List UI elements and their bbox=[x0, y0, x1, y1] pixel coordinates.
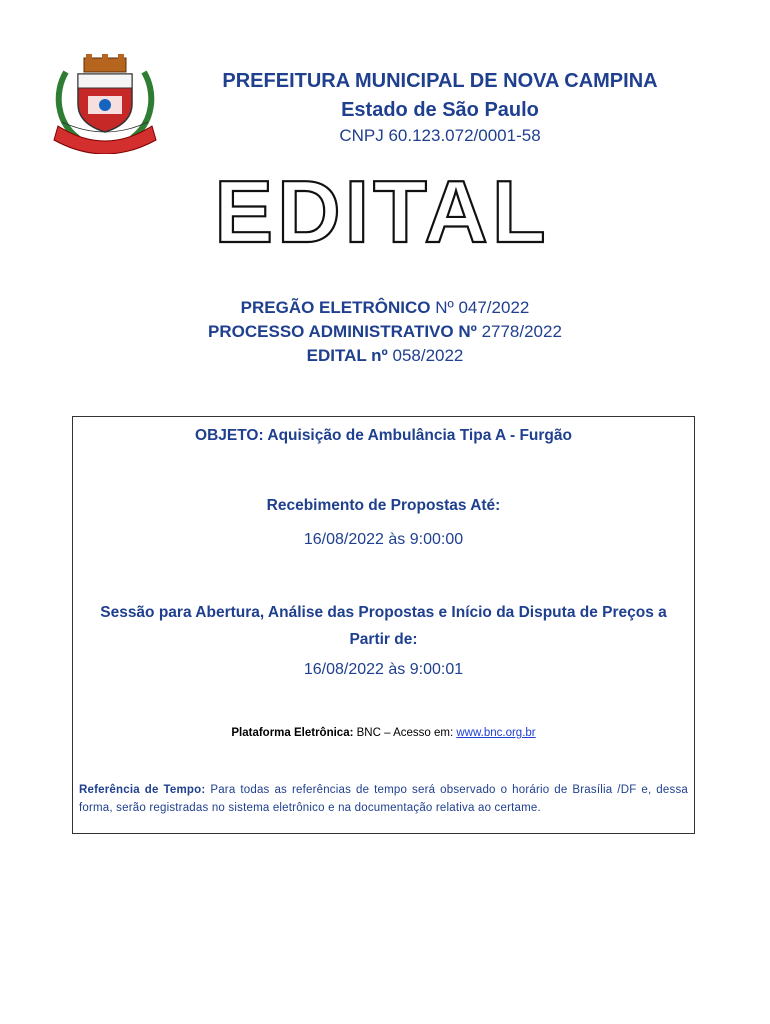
sessao-label: Sessão para Abertura, Análise das Propostas e Início da Disputa de Preços a Partir de: bbox=[100, 604, 667, 648]
edital-number-line bbox=[0, 346, 770, 366]
svg-text:EDITAL: EDITAL bbox=[214, 168, 550, 258]
bnc-link[interactable]: www.bnc.org.br bbox=[456, 727, 536, 739]
edital-heading bbox=[0, 168, 770, 258]
processo-value: 2778/2022 bbox=[481, 322, 562, 341]
edital-value: 058/2022 bbox=[392, 346, 464, 365]
coat-of-arms-logo bbox=[48, 52, 162, 154]
plataforma-label: Plataforma Eletrônica: bbox=[231, 727, 354, 739]
info-box bbox=[72, 416, 695, 834]
pregao-label: PREGÃO ELETRÔNICO bbox=[240, 298, 431, 317]
pregao-value: Nº 047/2022 bbox=[435, 298, 530, 317]
sessao-date: 16/08/2022 às 9:00:01 bbox=[303, 661, 464, 678]
municipality-title: PREFEITURA MUNICIPAL DE NOVA CAMPINA bbox=[222, 70, 658, 92]
referencia-text: Para todas as referências de tempo será observado o horário de Brasília /DF e, dessa forma, serão registradas no sistema eletrônico e na documentação relativa ao certame. bbox=[79, 784, 688, 814]
plataforma-line bbox=[73, 727, 694, 739]
processo-line bbox=[0, 322, 770, 342]
recebimento-label: Recebimento de Propostas Até: bbox=[266, 497, 501, 514]
plataforma-text: BNC – Acesso em: bbox=[356, 727, 454, 739]
edital-label: EDITAL nº bbox=[306, 346, 388, 365]
cnpj-number: CNPJ 60.123.072/0001-58 bbox=[339, 126, 541, 145]
pregao-line bbox=[0, 298, 770, 318]
objeto-text: OBJETO: Aquisição de Ambulância Tipa A - Furgão bbox=[195, 427, 572, 444]
recebimento-date: 16/08/2022 às 9:00:00 bbox=[303, 531, 464, 548]
referencia-paragraph bbox=[79, 781, 688, 817]
referencia-label: Referência de Tempo: bbox=[79, 784, 206, 796]
state-subtitle: Estado de São Paulo bbox=[341, 99, 539, 121]
processo-label: PROCESSO ADMINISTRATIVO Nº bbox=[208, 322, 477, 341]
